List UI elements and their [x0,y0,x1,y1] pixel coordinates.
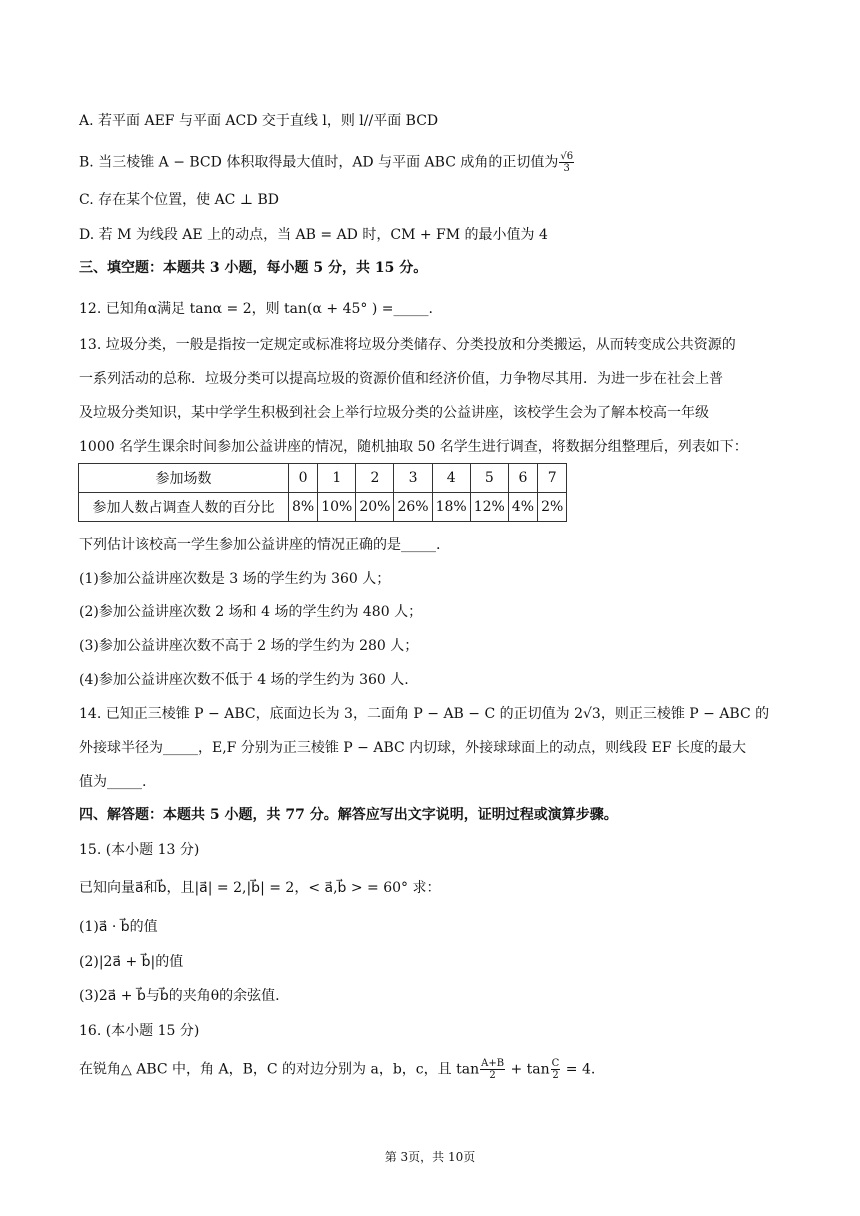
table-cell: 6 [508,464,537,493]
table-cell: 3 [394,464,432,493]
option-b [79,151,575,174]
participation-table [78,463,567,522]
option-b-fraction [559,151,574,174]
question-13-item-2: (2)参加公益讲座次数 2 场和 4 场的学生约为 480 人； [79,604,423,620]
question-13-line-3: 及垃圾分类知识，某中学学生积极到社会上举行垃圾分类的公益讲座，该校学生会为了解本校高一年级 [79,405,709,421]
table-cell: 20% [356,493,394,522]
question-16-fraction-1 [480,1058,505,1081]
section-3-heading: 三、填空题：本题共 3 小题，每小题 5 分，共 15 分。 [79,260,428,276]
question-14-line-3: 值为_____. [79,774,147,790]
table-cell: 2% [538,493,567,522]
question-13-line-2: 一系列活动的总称．垃圾分类可以提高垃圾的资源价值和经济价值，力争物尽其用．为进一步在社会上普 [79,371,723,387]
question-13-line-4: 1000 名学生课余时间参加公益讲座的情况，随机抽取 50 名学生进行调查，将数据分组整理后，列表如下： [79,439,748,455]
section-4-heading: 四、解答题：本题共 5 小题，共 77 分。解答应写出文字说明，证明过程或演算步骤。 [79,807,618,823]
question-13-item-3: (3)参加公益讲座次数不高于 2 场的学生约为 280 人； [79,638,419,654]
table-header-percent: 参加人数占调查人数的百分比 [79,493,289,522]
fraction-denominator: 2 [552,1070,559,1081]
table-row [79,464,567,493]
option-a: A. 若平面 AEF 与平面 ACD 交于直线 l，则 l//平面 BCD [79,113,439,129]
table-cell: 7 [538,464,567,493]
table-cell: 12% [470,493,508,522]
question-14-line-1: 14. 已知正三棱锥 P − ABC，底面边长为 3，二面角 P − AB − C 的正切值为 2√3，则正三棱锥 P − ABC 的 [79,706,770,722]
table-header-sessions: 参加场数 [79,464,289,493]
fraction-numerator: C [551,1058,560,1069]
option-d: D. 若 M 为线段 AE 上的动点，当 AB = AD 时，CM + FM 的最小值为 4 [79,227,548,243]
question-16-stem-text: 在锐角△ ABC 中，角 A，B，C 的对边分别为 a，b，c，且 tan [79,1061,480,1078]
question-12: 12. 已知角α满足 tanα = 2，则 tan(α + 45° ) =_____. [79,301,433,317]
question-13-prompt: 下列估计该校高一学生参加公益讲座的情况正确的是_____. [79,537,441,553]
table-cell: 26% [394,493,432,522]
question-15-title: 15. (本小题 13 分) [79,842,200,858]
question-16-stem-end: = 4. [561,1061,596,1078]
table-cell: 0 [289,464,318,493]
table-cell: 2 [356,464,394,493]
option-b-fraction-denominator: 3 [563,163,570,174]
question-16-stem [79,1058,595,1081]
question-13-line-1: 13. 垃圾分类，一般是指按一定规定或标准将垃圾分类储存、分类投放和分类搬运，从而转变成公共资源的 [79,337,736,353]
question-16-title: 16. (本小题 15 分) [79,1023,200,1039]
table-cell: 4% [508,493,537,522]
table-cell: 5 [470,464,508,493]
question-16-stem-mid: + tan [506,1061,550,1078]
table-cell: 8% [289,493,318,522]
question-13-item-4: (4)参加公益讲座次数不低于 4 场的学生约为 360 人. [79,672,409,688]
fraction-numerator: A+B [481,1058,505,1069]
option-c: C. 存在某个位置，使 AC ⊥ BD [79,192,279,208]
option-b-text: B. 当三棱锥 A − BCD 体积取得最大值时，AD 与平面 ABC 成角的正切值为 [79,154,559,171]
table-cell: 4 [432,464,470,493]
table-row [79,493,567,522]
question-15-item-3: (3)2a⃗ + b⃗与b⃗的夹角θ的余弦值. [79,988,280,1004]
table-cell: 10% [318,493,356,522]
table-cell: 1 [318,464,356,493]
page-footer: 第 3页，共 10页 [384,1150,476,1164]
table-cell: 18% [432,493,470,522]
question-15-item-1: (1)a⃗ · b⃗的值 [79,919,158,935]
question-15-stem: 已知向量a⃗和b⃗，且|a⃗| = 2,|b⃗| = 2，< a⃗,b⃗ > = 60° 求： [79,880,441,896]
question-13-item-1: (1)参加公益讲座次数是 3 场的学生约为 360 人； [79,571,391,587]
question-15-item-2: (2)|2a⃗ + b⃗|的值 [79,954,184,970]
question-16-fraction-2 [551,1058,561,1081]
option-b-fraction-numerator: √6 [560,151,574,162]
fraction-denominator: 2 [489,1070,496,1081]
question-14-line-2: 外接球半径为_____，E,F 分别为正三棱锥 P − ABC 内切球，外接球球面上的动点，则线段 EF 长度的最大 [79,740,746,756]
